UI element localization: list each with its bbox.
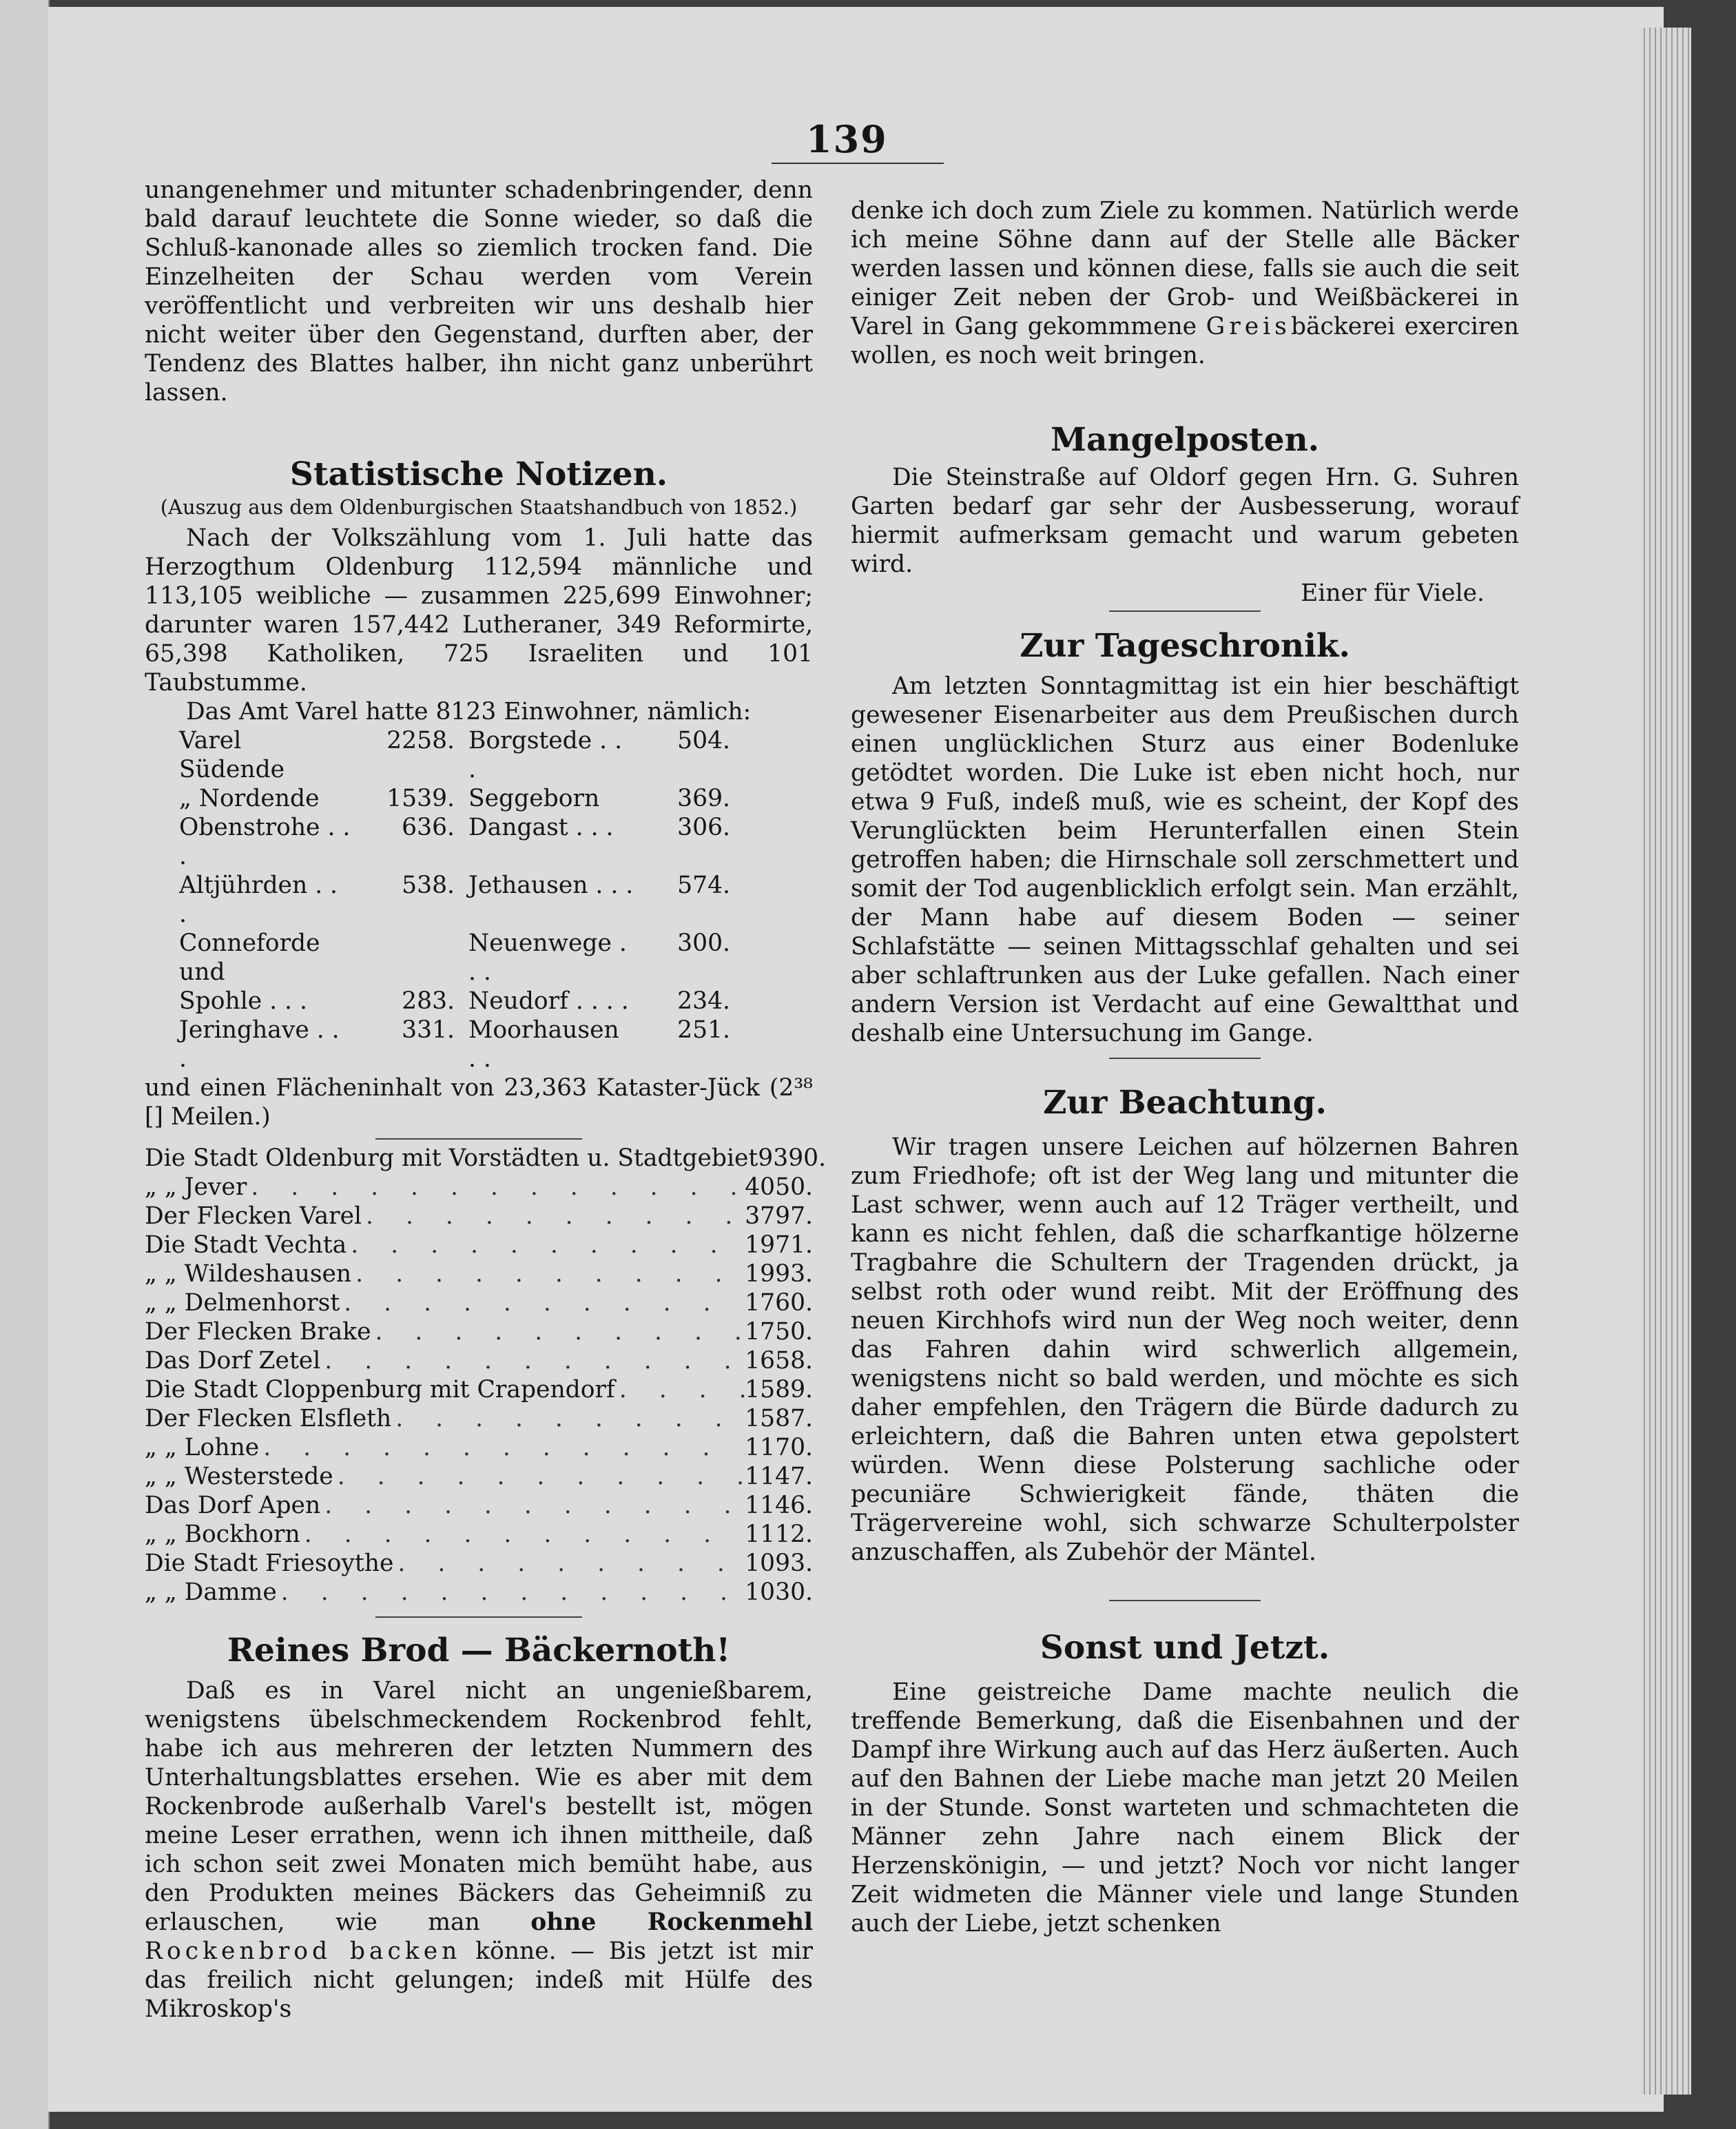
muni-name: Seggeborn (468, 785, 600, 812)
muni-name: Jethausen . . . (468, 872, 634, 899)
header-rule (772, 163, 944, 164)
muni-name: Borgstede . . . (468, 727, 623, 783)
bread-text-end: könne. — Bis jetzt ist mir das freilich nicht gelungen; indeß mit Hülfe des Mikroskop's (145, 1937, 813, 2023)
muni-value: 1539. (386, 785, 455, 812)
bread-text-start: Daß es in Varel nicht an ungenießbarem, wenigstens übelschmeckendem Rockenbrod fehlt, habe ich aus mehreren der letzten Nummern des Unterhaltungsblattes ersehen. Wie es aber mit dem Rockenbrode außerhalb Varel's bestellt ist, mögen meine Leser errathen, wenn ich ihnen mittheile, daß ich schon seit zwei Monaten mich bemüht habe, aus den Produkten meines Bäckers das Geheimniß zu erlauschen, wie man (145, 1677, 813, 1936)
town-population: 1587. (745, 1405, 813, 1432)
muni-value: 306. (677, 814, 730, 841)
muni-value: 504. (677, 727, 730, 754)
list-item (145, 1202, 813, 1231)
mangelposten-signature: Einer für Viele. (1301, 579, 1485, 607)
muni-value: 636. (402, 814, 455, 841)
leader-dots (393, 1549, 745, 1578)
mangelposten-paragraph: Die Steinstraße auf Oldorf gegen Hrn. G. Suhren Garten bedarf gar sehr der Ausbesserung, worauf hiermit aufmerksam gemacht und warum gebeten wird. (851, 464, 1519, 578)
leader-dots (277, 1578, 745, 1607)
statistics-subheading: (Auszug aus dem Oldenburgischen Staatshandbuch von 1852.) (160, 495, 798, 519)
bread-paragraph (145, 1676, 813, 2024)
intro-paragraph: unangenehmer und mitunter schadenbringender, denn bald darauf leuchtete die Sonne wieder, so daß die Schluß-kanonade alles so ziemlich trocken fand. Die Einzelheiten der Schau werden vom Verein veröffentlicht und verbreiten wir uns deshalb hier nicht weiter über den Gegenstand, durften aber, der Tendenz des Blattes halber, ihn nicht ganz unberührt lassen. (145, 176, 813, 407)
bread-spaced-word: Greis (1206, 313, 1291, 340)
mangelposten-heading: Mangelposten. (1050, 421, 1320, 459)
town-population: 1147. (745, 1463, 813, 1490)
muni-value: 369. (677, 785, 730, 812)
list-item (145, 1462, 813, 1491)
leader-dots (259, 1433, 745, 1462)
muni-value: 234. (677, 987, 730, 1015)
list-item (145, 1520, 813, 1549)
town-name: Der Flecken Elsfleth (145, 1405, 392, 1432)
list-item (145, 1317, 813, 1346)
town-population: 9390. (758, 1144, 827, 1172)
leader-dots (300, 1520, 745, 1549)
muni-name: Neuenwege . . . (468, 929, 627, 986)
town-population: 1760. (745, 1289, 813, 1317)
muni-name: Dangast . . . (468, 814, 614, 841)
list-item (145, 1259, 813, 1288)
muni-name: Altjührden . . . (179, 872, 338, 928)
muni-value (365, 929, 455, 987)
right-column (851, 196, 1519, 1938)
town-name: „ „ Bockhorn (145, 1521, 300, 1548)
leader-dots (347, 1231, 745, 1259)
leader-dots (371, 1317, 745, 1346)
left-column (145, 176, 827, 2024)
muni-value: 283. (402, 987, 455, 1015)
amt-varel-paragraph: Das Amt Varel hatte 8123 Einwohner, nämlich: (186, 698, 752, 726)
statistics-paragraph: Nach der Volkszählung vom 1. Juli hatte das Herzogthum Oldenburg 112,594 männliche und 113,105 weibliche — zusammen 225,699 Einwohner; darunter waren 157,442 Lutheraner, 349 Reformirte, 65,398 Katholiken, 725 Israeliten und 101 Taubstumme. (145, 524, 813, 697)
municipality-table (179, 726, 813, 1073)
leader-dots (333, 1462, 745, 1491)
bread-continued-paragraph (851, 196, 1519, 370)
muni-name: Spohle . . . (179, 987, 307, 1015)
book-gutter (0, 0, 50, 2129)
section-rule (1109, 1058, 1261, 1059)
beachtung-heading: Zur Beachtung. (1043, 1084, 1327, 1122)
town-population: 1170. (745, 1434, 813, 1461)
tageschronik-paragraph: Am letzten Sonntagmittag ist ein hier beschäftigt gewesener Eisenarbeiter aus dem Preußischen durch einen unglücklichen Sturz aus einer Bodenluke getödtet worden. Die Luke ist eben nicht hoch, nur etwa 9 Fuß, indeß muß, wie es scheint, der Kopf des Verunglückten beim Herunterfallen einen Stein getroffen haben; die Hirnschale soll zerschmettert und somit der Tod augenblicklich erfolgt sein. Man erzählt, der Mann habe auf diesem Boden — seiner Schlafstätte — seinen Mittagsschlaf gehalten und sei aber schlaftrunken aus der Luke gefallen. Nach einer andern Version ist Verdacht auf eine Gewaltthat und deshalb eine Untersuchung im Gange. (851, 672, 1519, 1047)
leader-dots (320, 1346, 745, 1375)
page-edges (1640, 28, 1691, 2095)
list-item (145, 1173, 813, 1202)
area-line: und einen Flächeninhalt von 23,363 Kataster-Jück (2³⁸ [] Meilen.) (145, 1074, 813, 1131)
muni-name: Jeringhave . . . (179, 1016, 340, 1073)
town-population: 1112. (745, 1521, 813, 1548)
sonst-heading: Sonst und Jetzt. (1040, 1629, 1330, 1667)
muni-value: 574. (677, 872, 730, 899)
list-item (145, 1144, 827, 1173)
leader-dots (351, 1259, 745, 1288)
list-item (145, 1491, 813, 1520)
list-item (145, 1375, 813, 1404)
town-name: Die Stadt Cloppenburg mit Crapendorf (145, 1376, 615, 1403)
muni-name: „ Nordende (179, 785, 320, 812)
town-population: 4050. (745, 1173, 813, 1201)
list-item (145, 1346, 813, 1375)
town-name: „ „ Delmenhorst (145, 1289, 340, 1317)
section-rule (375, 1616, 582, 1618)
section-rule (375, 1138, 582, 1140)
muni-name: Obenstrohe . . . (179, 814, 351, 870)
leader-dots (391, 1404, 745, 1433)
town-name: Die Stadt Friesoythe (145, 1550, 394, 1577)
section-rule (1109, 610, 1261, 612)
muni-name: Neudorf . . . . (468, 987, 629, 1015)
muni-value: 251. (677, 1016, 730, 1044)
bread-emphasis: ohne Rockenmehl (530, 1909, 813, 1936)
town-name: Das Dorf Apen (145, 1492, 321, 1519)
town-name: Der Flecken Varel (145, 1202, 362, 1230)
bread-spaced-phrase: Rockenbrod backen (145, 1937, 462, 1965)
town-name: Der Flecken Brake (145, 1318, 371, 1346)
town-population: 1993. (745, 1260, 813, 1288)
town-name: Die Stadt Oldenburg mit Vorstädten u. Stadtgebiet (145, 1144, 758, 1172)
list-item (145, 1433, 813, 1462)
town-population: 1146. (745, 1492, 813, 1519)
leader-dots (320, 1491, 745, 1520)
muni-value: 538. (402, 872, 455, 899)
muni-name: Conneforde und (179, 929, 320, 986)
muni-value: 331. (402, 1016, 455, 1044)
town-name: „ „ Lohne (145, 1434, 260, 1461)
muni-value: 300. (677, 929, 730, 957)
tageschronik-heading: Zur Tageschronik. (1020, 627, 1350, 665)
leader-dots (247, 1173, 745, 1202)
list-item (145, 1288, 813, 1317)
town-population: 1658. (745, 1347, 813, 1375)
muni-value: 2258. (386, 727, 455, 754)
town-population: 1030. (745, 1578, 813, 1606)
town-name: „ „ Damme (145, 1578, 277, 1606)
beachtung-paragraph: Wir tragen unsere Leichen auf hölzernen Bahren zum Friedhofe; oft ist der Weg lang und mitunter die Last schwer, wenn auch auf 12 Träger vertheilt, und kann es nicht fehlen, daß die scharfkantige hölzerne Tragbahre die Schultern der Tragenden drückt, ja selbst roth oder wund reibt. Mit der Eröffnung des neuen Kirchhofs wird nun der Weg noch weiter, denn das Fahren dahin wird schwerlich allgemein, wenigstens nicht so bald werden, und möchte es sich daher empfehlen, den Trägern die Bürde dadurch zu erleichtern, daß die Bahren unten etwa gepolstert würden. Wenn diese Polsterung sachliche oder pecuniäre Schwierigkeit fände, thäten die Trägervereine wohl, sich schwarze Schulterpolster anzuschaffen, als Zubehör der Mäntel. (851, 1133, 1519, 1566)
list-item (145, 1231, 813, 1259)
bread-heading: Reines Brod — Bäckernoth! (227, 1632, 731, 1669)
list-item (145, 1404, 813, 1433)
sonst-paragraph: Eine geistreiche Dame machte neulich die treffende Bemerkung, daß die Eisenbahnen und der Dampf ihre Wirkung auch auf das Herz äußerten. Auch auf den Bahnen der Liebe mache man jetzt 20 Meilen in der Stunde. Sonst warteten und schmachteten die Männer zehn Jahre nach einem Blick der Herzenskönigin, — und jetzt? Noch vor nicht langer Zeit widmeten die Männer viele und lange Stunden auch der Liebe, jetzt schenken (851, 1678, 1519, 1937)
leader-dots (340, 1288, 745, 1317)
town-population: 1589. (745, 1376, 813, 1403)
town-population: 1750. (745, 1318, 813, 1346)
muni-name: Varel Südende (179, 727, 285, 783)
town-name: Die Stadt Vechta (145, 1231, 347, 1259)
muni-name: Moorhausen . . (468, 1016, 619, 1073)
bread-continued-text: denke ich doch zum Ziele zu kommen. Natürlich werde ich meine Söhne dann auf der Stelle alle Bäcker werden lassen und können diese, falls sie auch die seit einiger Zeit neben der Grob- und Weißbäckerei in Varel in Gang gekommmene (851, 197, 1519, 340)
section-rule (1109, 1600, 1261, 1601)
town-population: 1971. (745, 1231, 813, 1259)
town-population: 1093. (745, 1550, 813, 1577)
leader-dots (615, 1375, 745, 1404)
town-name: „ „ Westerstede (145, 1463, 333, 1490)
bread-continued-end: bäckerei exerciren wollen, es noch weit bringen. (851, 313, 1519, 369)
list-item (145, 1549, 813, 1578)
town-population-list (145, 1144, 827, 1607)
page-number: 139 (806, 117, 888, 161)
town-population: 3797. (745, 1202, 813, 1230)
town-name: „ „ Jever (145, 1173, 247, 1201)
town-name: „ „ Wildeshausen (145, 1260, 352, 1288)
leader-dots (362, 1202, 745, 1231)
town-name: Das Dorf Zetel (145, 1347, 321, 1375)
statistics-heading: Statistische Notizen. (289, 455, 668, 493)
list-item (145, 1578, 813, 1607)
